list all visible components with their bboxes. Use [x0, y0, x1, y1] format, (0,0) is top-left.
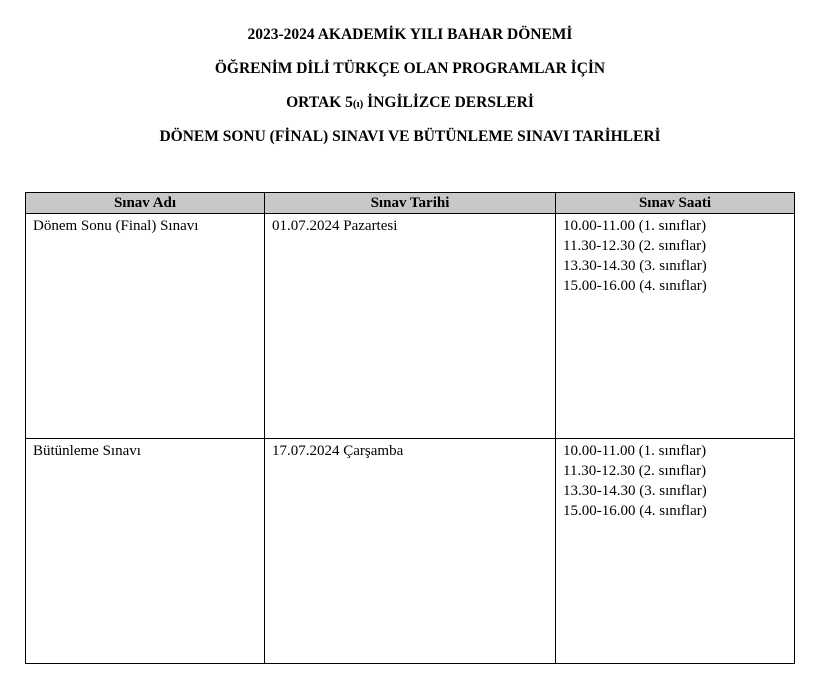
exam-time-cell [556, 214, 795, 439]
column-header-exam-date: Sınav Tarihi [265, 193, 556, 214]
exam-time-cell [556, 439, 795, 664]
title-line-exams: DÖNEM SONU (FİNAL) SINAVI VE BÜTÜNLEME SINAVI TARİHLERİ [159, 128, 661, 145]
time-slot: 13.30-14.30 (3. sınıflar) [563, 258, 707, 274]
exam-name-cell: Dönem Sonu (Final) Sınavı [26, 214, 265, 439]
title-courses-suffix: İNGİLİZCE DERSLERİ [363, 94, 534, 111]
exam-name-cell: Bütünleme Sınavı [26, 439, 265, 664]
table-row [26, 439, 795, 664]
title-courses-sub: (ı) [352, 98, 364, 110]
title-courses-prefix: ORTAK 5 [286, 94, 353, 111]
table-row [26, 214, 795, 439]
title-line-year: 2023-2024 AKADEMİK YILI BAHAR DÖNEMİ [247, 26, 573, 43]
time-slot: 10.00-11.00 (1. sınıflar) [563, 218, 707, 234]
time-slot: 11.30-12.30 (2. sınıflar) [563, 238, 707, 254]
time-slot: 10.00-11.00 (1. sınıflar) [563, 443, 707, 459]
time-slot: 15.00-16.00 (4. sınıflar) [563, 503, 707, 519]
exam-date-cell: 01.07.2024 Pazartesi [265, 214, 556, 439]
time-slot: 13.30-14.30 (3. sınıflar) [563, 483, 707, 499]
time-slot: 15.00-16.00 (4. sınıflar) [563, 278, 707, 294]
title-line-programs: ÖĞRENİM DİLİ TÜRKÇE OLAN PROGRAMLAR İÇİN [214, 60, 606, 77]
exam-schedule-table [25, 192, 795, 664]
table-header-row [26, 193, 795, 214]
column-header-exam-time: Sınav Saati [556, 193, 795, 214]
title-line-courses [0, 93, 820, 114]
exam-date-cell: 17.07.2024 Çarşamba [265, 439, 556, 664]
time-slot: 11.30-12.30 (2. sınıflar) [563, 463, 707, 479]
column-header-exam-name: Sınav Adı [26, 193, 265, 214]
